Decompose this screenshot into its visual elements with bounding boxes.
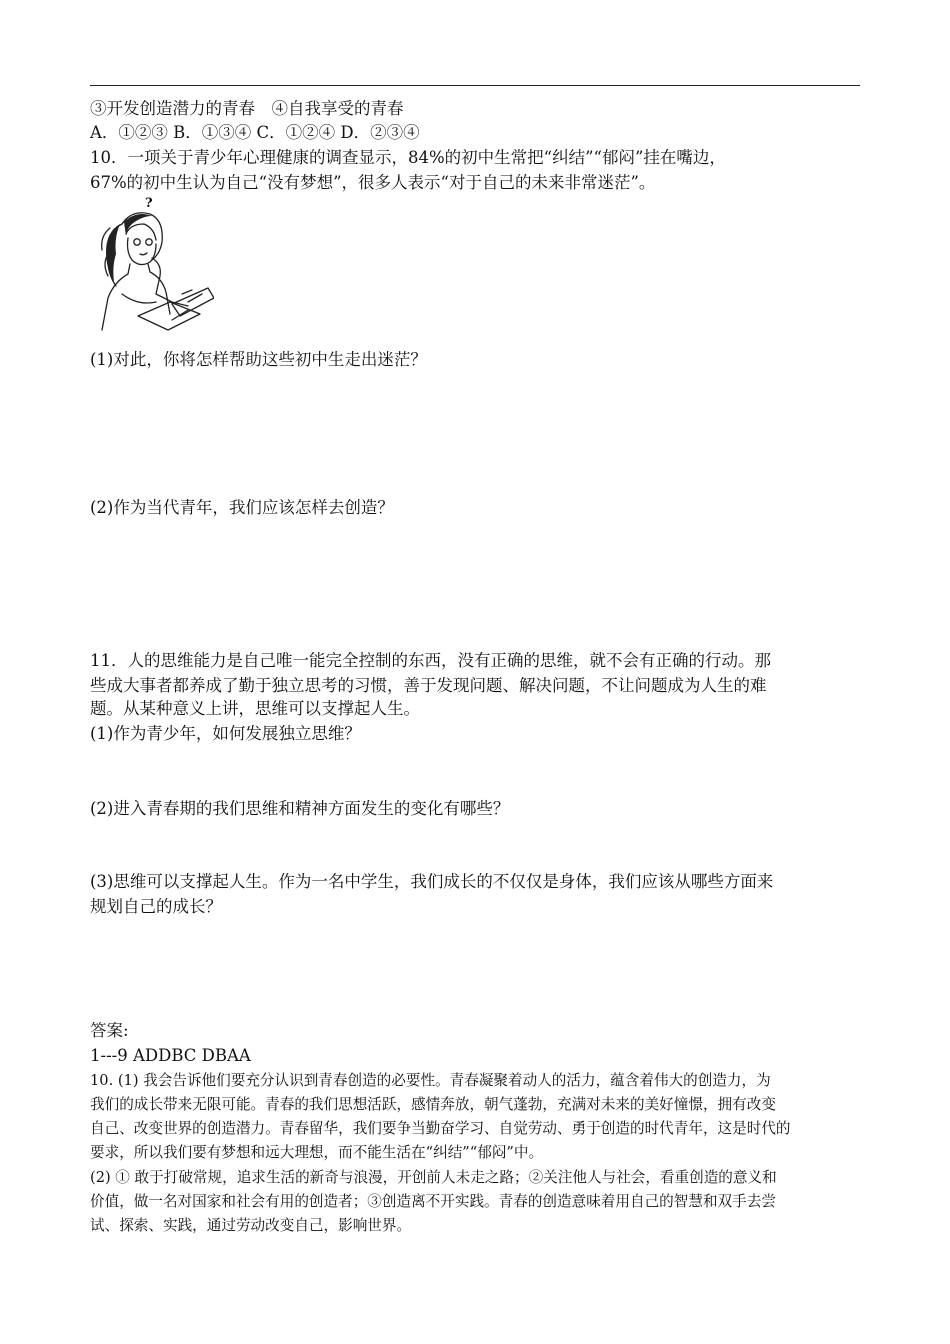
q11-stem-line-1: 11．人的思维能力是自己唯一能完全控制的东西，没有正确的思维，就不会有正确的行动。那 bbox=[90, 651, 771, 670]
q9-choices: A．①②③ B．①③④ C．①②④ D．②③④ bbox=[90, 123, 420, 142]
q10-stem-line-1: 10．一项关于青少年心理健康的调查显示，84%的初中生常把“纠结”“郁闷”挂在嘴边， bbox=[90, 148, 726, 167]
q10-sub-2: (2)作为当代青年，我们应该怎样去创造？ bbox=[90, 498, 394, 517]
thinking-girl-illustration bbox=[92, 194, 214, 332]
answer-10-2-line-1: (2) ① 敢于打破常规，追求生活的新奇与浪漫，开创前人未走之路；②关注他人与社会，看重创造的意义和 bbox=[90, 1169, 777, 1186]
answer-10-1-line-2: 我们的成长带来无限可能。青春的我们思想活跃，感情奔放，朝气蓬勃，充满对未来的美好憧憬，拥有改变 bbox=[90, 1096, 776, 1113]
q11-stem-line-3: 题。从某种意义上讲，思维可以支撑起人生。 bbox=[90, 699, 420, 718]
q10-stem-line-2: 67%的初中生认为自己“没有梦想”，很多人表示“对于自己的未来非常迷茫”。 bbox=[90, 173, 656, 192]
answer-10-2-line-2: 价值，做一名对国家和社会有用的创造者；③创造离不开实践。青春的创造意味着用自己的智慧和双手去尝 bbox=[90, 1193, 776, 1210]
q11-sub-3-line-1: (3)思维可以支撑起人生。作为一名中学生，我们成长的不仅仅是身体，我们应该从哪些方面来 bbox=[90, 872, 774, 891]
answers-heading: 答案: bbox=[90, 1021, 129, 1040]
answer-10-1-line-3: 自己、改变世界的创造潜力。青春留华，我们要争当勤奋学习、自觉劳动、勇于创造的时代青年，这是时代的 bbox=[90, 1120, 791, 1137]
answer-10-2-line-3: 试、探索、实践，通过劳动改变自己，影响世界。 bbox=[90, 1217, 412, 1234]
question-mark: ? bbox=[145, 196, 153, 211]
q11-sub-1: (1)作为青少年，如何发展独立思维？ bbox=[90, 724, 361, 743]
q11-stem-line-2: 些成大事者都养成了勤于独立思考的习惯，善于发现问题、解决问题，不让问题成为人生的难 bbox=[90, 676, 767, 695]
answer-10-1-line-4: 要求，所以我们要有梦想和远大理想，而不能生活在“纠结”“郁闷”中。 bbox=[90, 1144, 544, 1161]
header-rule bbox=[90, 85, 860, 86]
answers-multiple-choice: 1---9 ADDBC DBAA bbox=[90, 1046, 251, 1065]
q9-options-line: ③开发创造潜力的青春 ④自我享受的青春 bbox=[90, 99, 404, 118]
q11-sub-2: (2)进入青春期的我们思维和精神方面发生的变化有哪些？ bbox=[90, 799, 510, 818]
answer-10-1-line-1: 10. (1) 我会告诉他们要充分认识到青春创造的必要性。青春凝聚着动人的活力，蕴含着伟大的创造力，为 bbox=[90, 1072, 771, 1089]
q10-sub-1: (1)对此，你将怎样帮助这些初中生走出迷茫？ bbox=[90, 350, 427, 369]
q11-sub-3-line-2: 规划自己的成长？ bbox=[90, 897, 222, 916]
